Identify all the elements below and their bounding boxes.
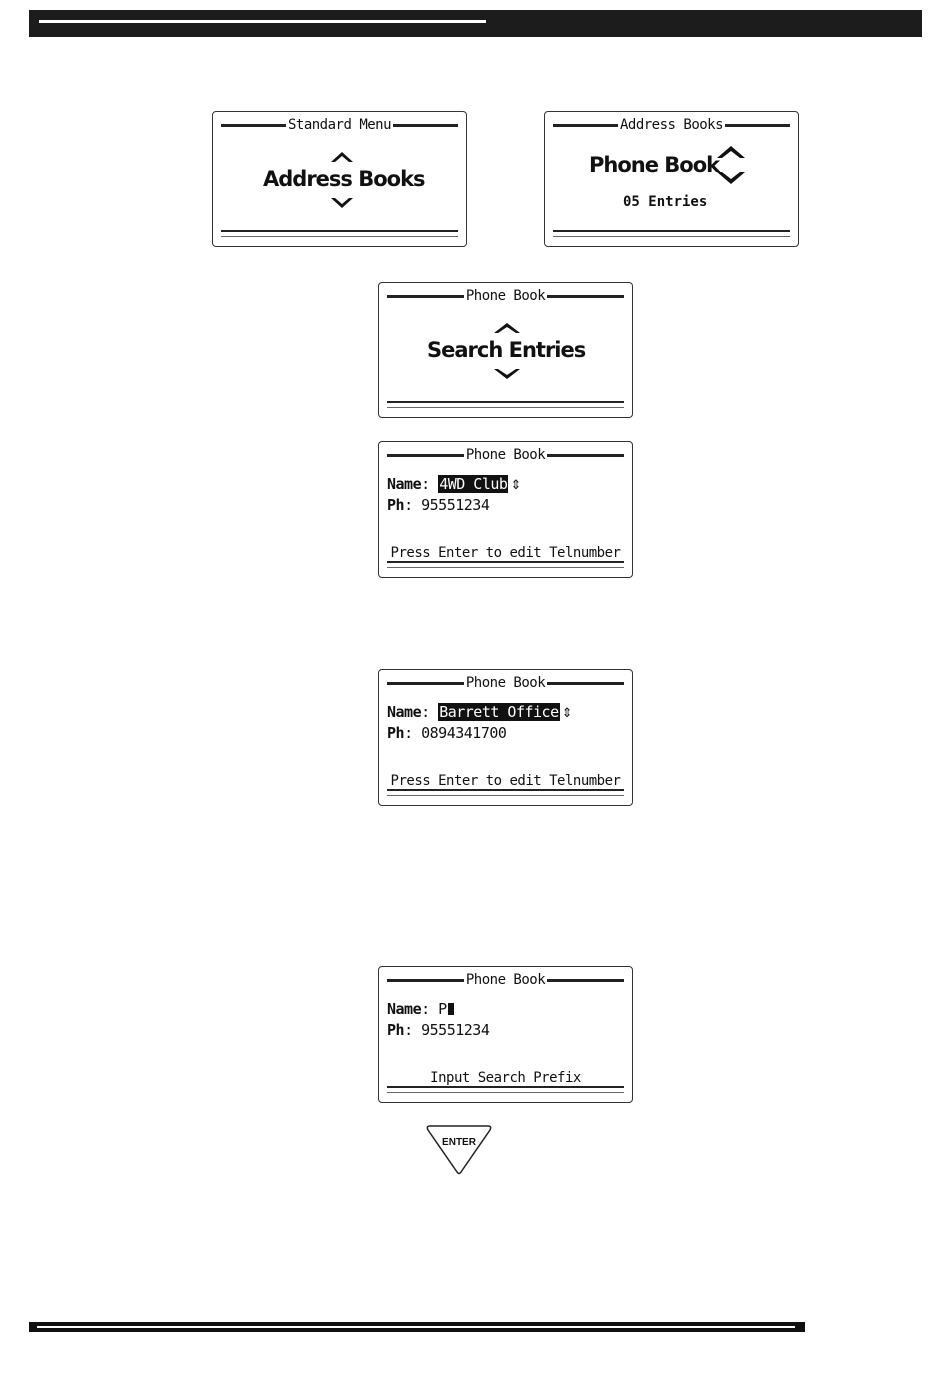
lcd-footer-rule — [387, 789, 624, 796]
lcd-header — [387, 447, 624, 463]
phone-field — [387, 724, 506, 742]
header-rule-right — [547, 295, 624, 298]
phone-value: : 95551234 — [404, 496, 490, 514]
enter-key-shape — [424, 1124, 494, 1176]
header-stripe — [39, 20, 486, 23]
lcd-entry-4wd-club — [378, 441, 633, 578]
prompt-text: Press Enter to edit Telnumber — [390, 545, 621, 561]
header-rule-right — [547, 454, 624, 457]
menu-item: Search Entries — [427, 338, 586, 362]
lcd-header — [387, 288, 624, 304]
phone-value: : 0894341700 — [404, 724, 507, 742]
lcd-entry-barrett-office — [378, 669, 633, 806]
prompt-text: Press Enter to edit Telnumber — [390, 773, 621, 789]
name-field: Name: 4WD Club ⇕ — [387, 475, 521, 493]
header-rule-left — [387, 979, 464, 982]
footer-stripe — [37, 1326, 795, 1328]
updown-icon: ⇕ — [510, 478, 521, 493]
name-value: Barrett Office — [439, 703, 559, 721]
lcd-header — [387, 675, 624, 691]
header-rule-left — [387, 682, 464, 685]
lcd-footer-rule — [387, 401, 624, 408]
down-arrow-icon — [492, 367, 522, 381]
down-arrow-icon — [715, 170, 747, 186]
header-rule-left — [553, 124, 618, 127]
phone-field — [387, 496, 489, 514]
phone-label: Ph — [387, 724, 405, 742]
name-field — [387, 1000, 454, 1018]
header-rule-right — [725, 124, 790, 127]
name-field: Name: Barrett Office ⇕ — [387, 703, 573, 721]
name-value: : P — [421, 1000, 447, 1018]
up-arrow-icon — [329, 150, 355, 164]
lcd-search-entries — [378, 282, 633, 418]
lcd-footer-rule — [387, 561, 624, 568]
header-rule-right — [547, 979, 624, 982]
lcd-search-prefix — [378, 966, 633, 1103]
cursor-block — [448, 1003, 454, 1015]
lcd-title: Standard Menu — [287, 117, 392, 133]
name-label: Name — [387, 475, 422, 493]
phone-label: Ph — [387, 1021, 405, 1039]
down-arrow-icon — [329, 196, 355, 210]
phone-field — [387, 1021, 489, 1039]
header-rule-left — [387, 454, 464, 457]
lcd-title: Address Books — [619, 117, 724, 133]
name-value: 4WD Club — [439, 475, 508, 493]
up-arrow-icon — [715, 144, 747, 160]
phone-value: : 95551234 — [404, 1021, 490, 1039]
updown-icon: ⇕ — [561, 706, 573, 721]
menu-item: Address Books — [263, 167, 425, 191]
lcd-standard-menu — [212, 111, 467, 247]
lcd-header — [553, 117, 790, 133]
phone-label: Ph — [387, 496, 405, 514]
header-rule-left — [221, 124, 286, 127]
prompt-text: Input Search Prefix — [430, 1070, 581, 1086]
lcd-footer-rule — [387, 1086, 624, 1093]
lcd-header — [387, 972, 624, 988]
lcd-title: Phone Book — [465, 288, 546, 304]
name-label: Name — [387, 1000, 422, 1018]
page-header-bar — [29, 10, 922, 37]
enter-key-label: ENTER — [442, 1137, 476, 1148]
lcd-header — [221, 117, 458, 133]
header-rule-right — [547, 682, 624, 685]
lcd-title: Phone Book — [465, 972, 546, 988]
name-label: Name — [387, 703, 422, 721]
lcd-title: Phone Book — [465, 675, 546, 691]
lcd-address-books — [544, 111, 799, 247]
header-rule-right — [393, 124, 458, 127]
entries-count: 05 Entries — [623, 194, 708, 210]
header-rule-left — [387, 295, 464, 298]
up-arrow-icon — [492, 321, 522, 335]
enter-key-button[interactable] — [424, 1124, 494, 1176]
menu-item: Phone Book — [589, 153, 720, 177]
page-footer-bar — [29, 1322, 805, 1332]
lcd-title: Phone Book — [465, 447, 546, 463]
lcd-footer-rule — [221, 230, 458, 237]
lcd-footer-rule — [553, 230, 790, 237]
